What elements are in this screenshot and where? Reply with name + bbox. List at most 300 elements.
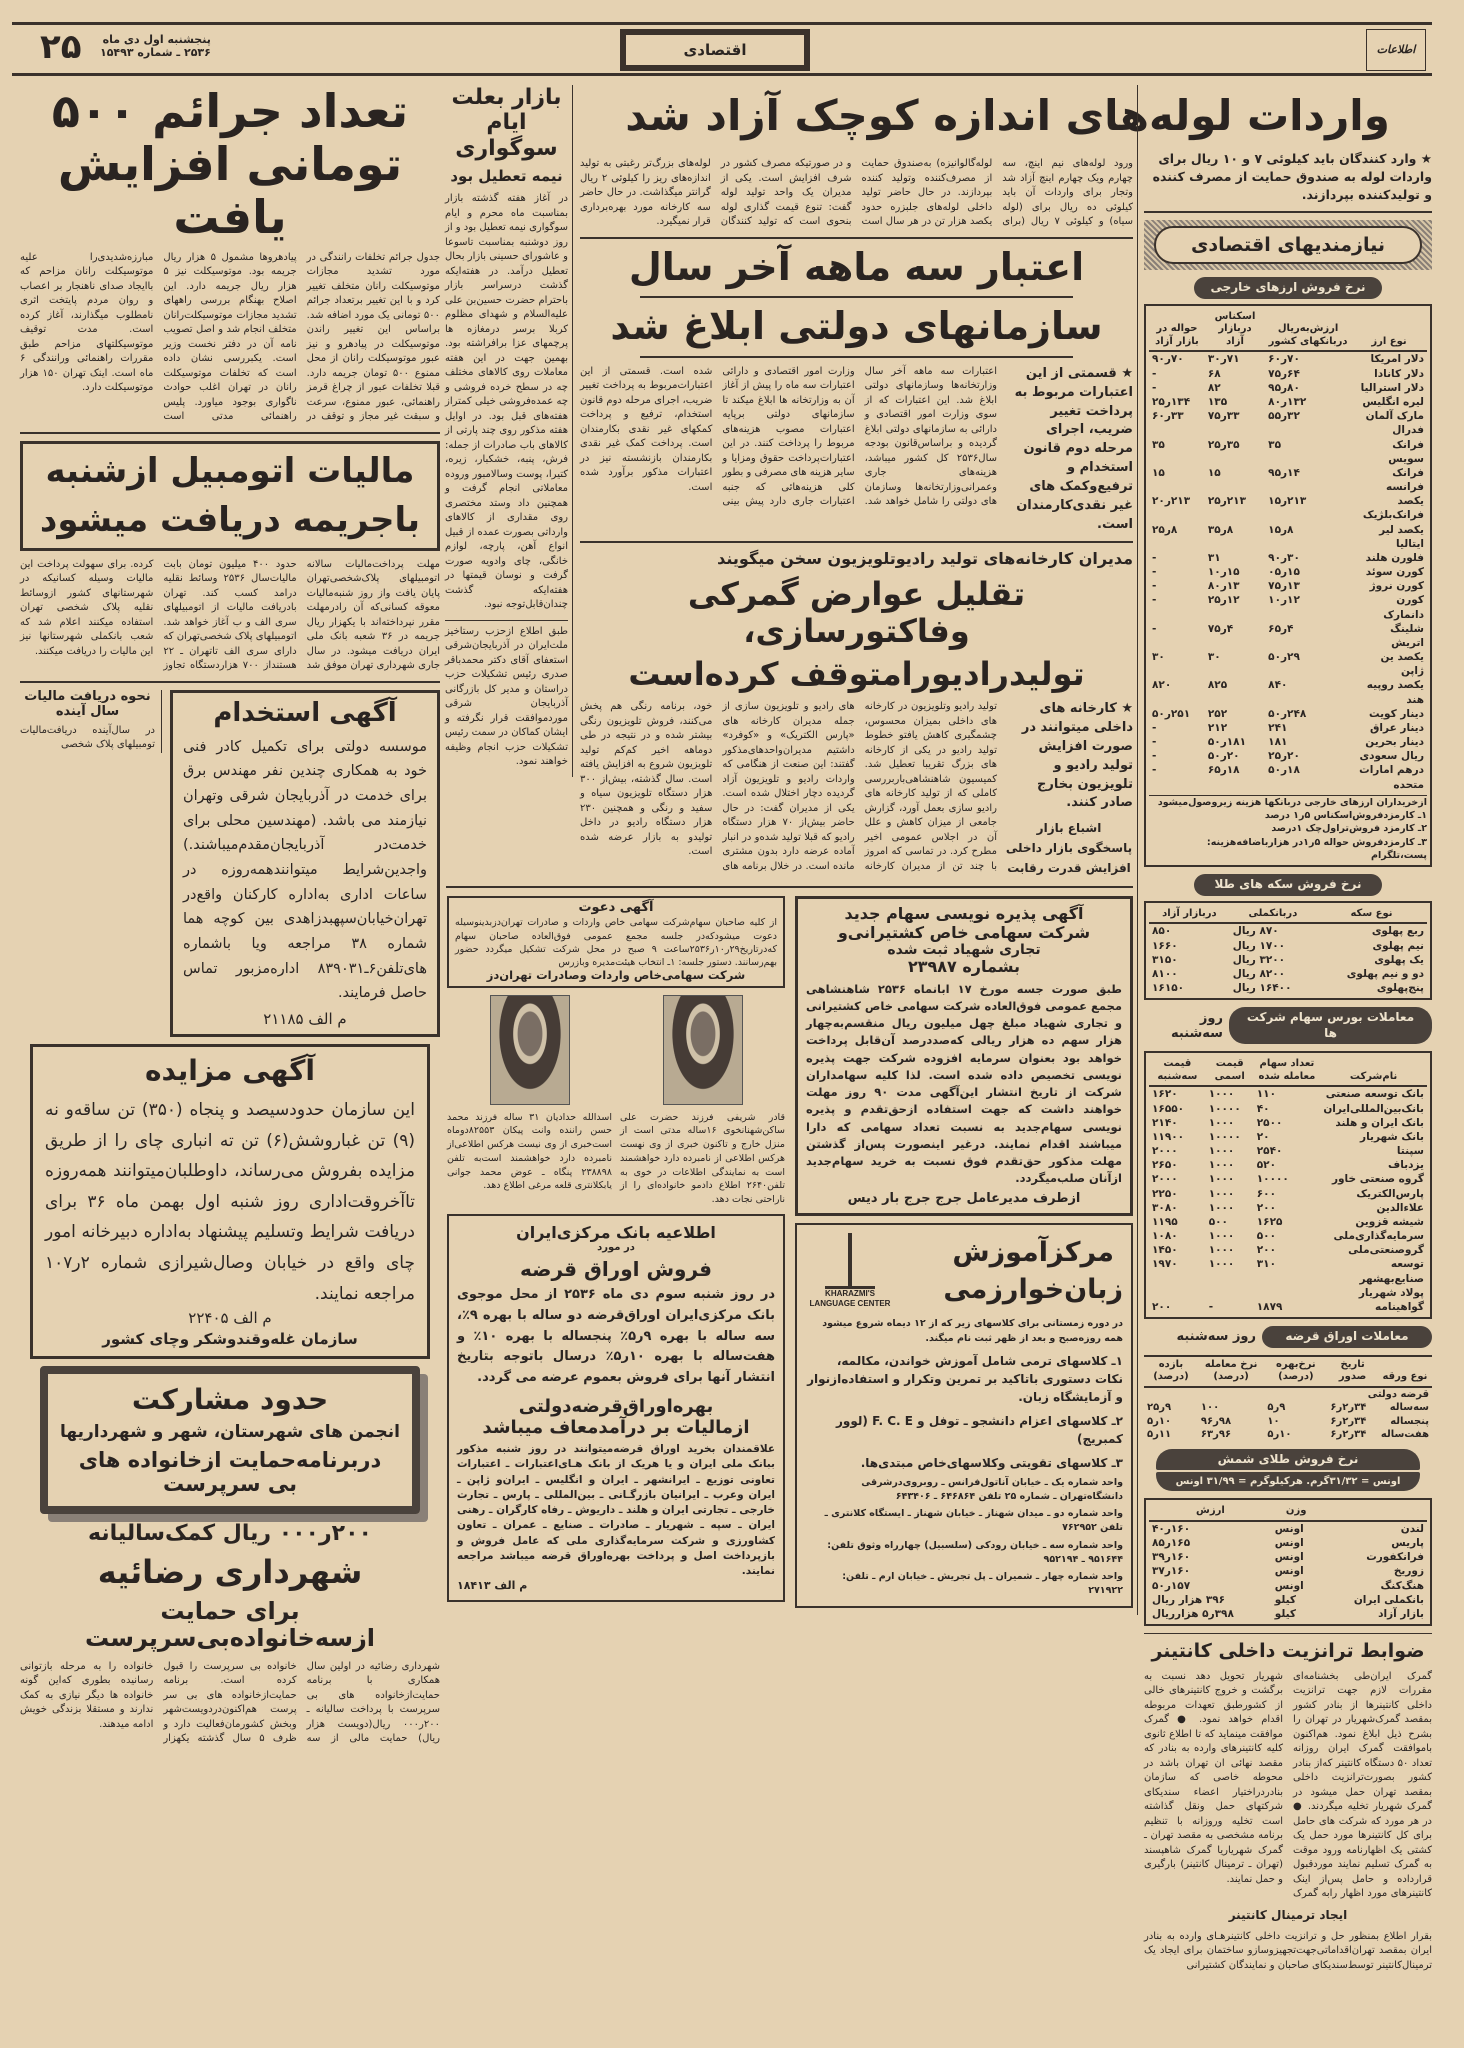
cell-value: ۲۴۸ر۵۰ — [1268, 707, 1307, 720]
kharazmi-logo — [805, 1233, 895, 1310]
needs-title-text: نیازمندیهای اقتصادی — [1154, 226, 1422, 264]
table-row — [1149, 1130, 1427, 1144]
cell-value: - — [1152, 622, 1157, 635]
row-label: علاءالدین — [1376, 1201, 1424, 1214]
crimes-headline: تعداد جرائم ۵۰۰ تومانی افزایش یافت — [51, 84, 409, 244]
table-row — [1149, 1593, 1427, 1607]
cell-value: ۲۰۰ — [1256, 1244, 1276, 1257]
cell-value: ۳۹۸ر۵ هزارریال — [1152, 1607, 1234, 1620]
bonds-day: روز سه‌شنبه — [1176, 1329, 1256, 1345]
language-branch-address: واحد شماره دو ـ میدان شهناز ـ خیابان شهناز ـ ایستگاه کلانتری ـ تلفن ۷۶۲۹۵۲ — [824, 1508, 1123, 1534]
auction-code: م الف ۲۲۴۰۵ — [188, 1309, 272, 1328]
cell-value: ۲۶۵۰ — [1152, 1159, 1178, 1172]
row-label: دلار کانادا — [1374, 367, 1424, 380]
bullion-table-box — [1144, 1498, 1432, 1626]
cell-value: ۱۳ر۷۵ — [1268, 580, 1300, 593]
credit-lead: ★ قسمتی از این اعتبارات مربوط به پرداخت تغییر ضریب، اجرای مرحله دوم قانون استخدام و ترفیع‌وکمک های غیر نقدی‌کارمندان است. — [1014, 365, 1133, 532]
cell-value: ۳۰ر۹۰ — [1268, 551, 1300, 564]
cell-value: ۱۵۷ر۵۰ — [1152, 1579, 1191, 1592]
cell-value: ۲۵۴۰ — [1256, 1145, 1283, 1158]
cell-value: ۱۲ر۲۵ — [1207, 594, 1240, 607]
cell-value: ۱۰۰۰ — [1208, 1145, 1235, 1158]
cell-value: ۱۰۰۰ — [1208, 1201, 1235, 1214]
credit-body: اعتبارات سه ماهه آخر سال وزارتخانه‌ها وسازمانهای دولتی ابلاغ شد. این اعتبارات که از سوی وزارت امور اقتصادی و دارائی به سازمانهای دولتی ابلاغ گردیده و براساس‌قانون بودجه سال۲۵۳۶ کل کشور میباشد، هزینه‌های جاری وعمرانی‌وزارتخانه‌ها وسازمان های دولتی را شامل خواهد شد. وزارت امور اقتصادی و دارائی اعتبارات سه ماه را پیش از آغاز آن به وزارتخانه ها ابلاغ میکند تا سازمانهای دولتی برپایه اعتبارات مصوب هزینه‌های مربوط را پرداخت کنند. در این اعتبارات‌پرداخت حقوق ومزایا و سایر هزینه های مصرفی و بطور کلی هزینه‌هائی که جنبه اعتبارات جاری دارد پیش بینی شده است. قسمتی از این اعتبارات‌مربوط به پرداخت تغییر ضریب، اجرای مرحله دوم قانون استخدام، ترفیع و پرداخت کمکهای غیر نقدی بکارمندان است. پرداخت کمک غیر نقدی بکارمندان بازنشسته نیز در اعتبارات مذکور برآورد شده است. — [580, 365, 997, 508]
row-label: ریال سعودی — [1359, 750, 1424, 763]
table-row — [1149, 579, 1427, 593]
cell-value: ۱۶۴۰۰ ریال — [1232, 982, 1292, 995]
bullion-heading — [1156, 1449, 1420, 1492]
participation-banner — [40, 1366, 420, 1514]
language-title-1: مرکزآموزش — [952, 1236, 1115, 1268]
cartax-subhead: نحوه دریافت مالیات سال آینده — [24, 688, 151, 719]
cell-value: ۱۰۰۰ — [1208, 1088, 1235, 1101]
row-label: دینار عراق — [1370, 721, 1424, 734]
cell-value: ۱۰۰۰ — [1208, 1258, 1235, 1271]
cell-value: ۱۶۶۰ — [1152, 939, 1178, 952]
cell-value: ۳۰۸۰ — [1152, 1201, 1178, 1214]
cell-value: ۱۰۸۰ — [1152, 1230, 1178, 1243]
row-label: پارس‌الکتریک — [1356, 1187, 1424, 1200]
cell-value: ۱۰۰۰ — [1208, 1116, 1235, 1129]
customs-subhead: ایجاد ترمینال کانتینر — [1228, 1907, 1348, 1922]
cell-value: ۳۰ — [1152, 651, 1165, 664]
auction-ad — [30, 1044, 430, 1360]
cell-value: ۳۴ر۲ر۶ — [1330, 1429, 1367, 1441]
cell-value: ۸ر۳۵ — [1207, 523, 1234, 536]
language-class-item: ۱ـ کلاسهای ترمی شامل آموزش خواندن، مکالمه، نکات دستوری باتاکید بر تمرین وتکرار و استفاده‌ازنوار و آزمایشگاه زبان. — [807, 1353, 1123, 1404]
bonds-table — [1144, 1357, 1432, 1442]
table-header-row — [1149, 309, 1427, 352]
cell-value: ۲۵۰۰ — [1256, 1116, 1283, 1129]
cartax-headline-2: باجریمه دریافت میشود — [39, 499, 421, 540]
cell-value: ۹ر۵ — [1267, 1402, 1286, 1414]
table-row — [1149, 763, 1427, 791]
cell-value: - — [1152, 367, 1157, 380]
row-label: هنگ‌کنگ — [1380, 1579, 1424, 1592]
currency-title: نرخ فروش ارزهای خارجی — [1194, 277, 1382, 299]
currency-note: ۱ـ کارمزدفروش‌اسکناس ۵ر۱ درصد — [1264, 810, 1427, 822]
bank-title: اطلاعیه بانک مرکزی‌ایران — [516, 1223, 716, 1243]
stocks-table-box — [1144, 1051, 1432, 1319]
cell-value: ۴ر۶۵ — [1268, 622, 1294, 635]
cell-value: ۱۳ر۸۰ — [1207, 580, 1240, 593]
auction-title: آگهی مزایده — [144, 1053, 315, 1087]
language-class-item: ۲ـ کلاسهای اعزام دانشجو ـ توفل و F. C. E (لوور کمبریج) — [836, 1413, 1123, 1446]
language-branch-address: واحد شماره یک ـ خیابان آناتول‌فرانس ـ روبروی‌درشرقی دانشگاه‌تهران ـ شماره ۲۵ تلفن ۶۴۶۸۶۴ ـ ۶۴۳۴۰۶ — [861, 1476, 1123, 1502]
rezaieh-headline-3: برای حمایت ازسه‌خانواده‌بی‌سرپرست — [84, 1596, 376, 1653]
cell-value: - — [1152, 736, 1157, 749]
row-label: یک پهلوی — [1374, 953, 1424, 966]
cell-value: ۱۳۵ — [1207, 395, 1228, 408]
radio-kicker: مدیران کارخانه‌های تولید رادیوتلویزیون سخن میگویند — [717, 549, 1133, 569]
cell-value: ۳۵ — [1268, 438, 1281, 451]
rezaieh-headline-1: ۲۰۰ر۰۰۰ ریال کمک‌سالیانه — [88, 1521, 372, 1547]
table-row — [1149, 1521, 1427, 1536]
pipes-lead: ★ وارد کنندگان باید کیلوئی ۷ و ۱۰ ریال برای واردات لوله به صندوق حمایت از مصرف کننده و تولیدکننده بپردازند. — [1152, 151, 1432, 203]
column-header: نوع سکه — [1316, 906, 1427, 924]
cell-value: ۶۰۰ — [1256, 1187, 1276, 1200]
participation-line-4: بی سرپرست — [163, 1472, 297, 1497]
column-header: بازده (درصد) — [1144, 1357, 1198, 1387]
cell-value: - — [1152, 381, 1157, 394]
cell-value: ۶۸ — [1207, 367, 1221, 380]
cell-value: ۲۵۲ — [1207, 707, 1228, 720]
cell-value: ۲۲۵۰ — [1152, 1187, 1178, 1200]
row-label: توسعه صنایع‌بهشهر — [1359, 1258, 1424, 1285]
portrait-photo — [490, 995, 570, 1105]
table-row — [1149, 707, 1427, 721]
row-label: گواهینامه — [1375, 1301, 1424, 1313]
row-label: شیشه قزوین — [1355, 1215, 1424, 1228]
group-label: قرضه دولتی — [1367, 1388, 1429, 1400]
credit-headline-2: سازمانهای دولتی ابلاغ شد — [610, 304, 1103, 349]
cell-value: ۱۴ر۹۵ — [1268, 466, 1300, 479]
table-header-row — [1149, 1056, 1427, 1086]
middle-area — [446, 85, 1138, 1615]
table-row — [1144, 1428, 1432, 1442]
cell-value: - — [1152, 551, 1157, 564]
row-label: پاریس — [1391, 1537, 1424, 1550]
bonds-heading — [1144, 1326, 1432, 1348]
table-header-row — [1149, 906, 1427, 924]
cell-value: - — [1152, 594, 1157, 607]
coins-table — [1149, 906, 1427, 995]
column-header: دربازار آزاد — [1149, 906, 1230, 924]
cell-value: ۸ر۱۵ — [1268, 523, 1294, 536]
cell-value: ۱۶۰ر۳۹ — [1152, 1551, 1191, 1564]
missing-person-2 — [447, 995, 612, 1194]
cell-value: ۲۱۳ر۲۰ — [1152, 495, 1191, 508]
row-label: دلار امریکا — [1370, 353, 1424, 366]
table-row — [1149, 565, 1427, 579]
row-label: دو و نیم پهلوی — [1346, 967, 1424, 980]
customs-subbody: بقرار اطلاع بمنظور حل و ترانزیت داخلی کانتینرهـای وارده به بنادر ایران بمقصد تهران‌اقداماتی‌جهت‌تجهیزوسازو ساختمان برای ایجاد یک ترمینال‌کانتینر توسط‌سندیکای صاحبان و نمایندگان کشتیرانی — [1144, 1930, 1432, 1971]
row-label: بانک شهریار — [1360, 1130, 1424, 1143]
cell-value: ۵۰۰ — [1256, 1230, 1276, 1243]
cell-value: ۱۸۷۹ — [1256, 1301, 1283, 1313]
cell-value: ۱۷۰۰ ریال — [1232, 939, 1286, 952]
cell-value: ۴ر۷۵ — [1207, 622, 1234, 635]
cell-value: ۱۱۰ — [1256, 1088, 1276, 1101]
column-header: نرخ معامله (درصد) — [1198, 1357, 1264, 1387]
table-row — [1149, 1215, 1427, 1229]
cell-value: - — [1152, 750, 1157, 763]
cell-value: ۱۴۵۰ — [1152, 1244, 1178, 1257]
cell-value: ۳۹۶ هزار ریال — [1152, 1593, 1226, 1606]
row-label: فرانکفورت — [1366, 1551, 1424, 1564]
row-label: یکصد روپیه هند — [1366, 679, 1424, 706]
cell-value: ۴۰ — [1256, 1102, 1270, 1115]
currency-table-box — [1144, 304, 1432, 867]
cell-value: - — [1208, 1301, 1214, 1313]
cell-value: ۲۰۰ — [1256, 1201, 1276, 1214]
row-label: بانک‌بین‌المللی‌ایران — [1323, 1102, 1424, 1115]
cell-value: ۱۳۴ر۲۵ — [1152, 395, 1191, 408]
radio-subhead-domestic: پاسخگوی بازار داخلی — [1005, 841, 1133, 856]
cell-value: ۱۰ — [1267, 1415, 1280, 1427]
table-group-row — [1144, 1387, 1432, 1402]
row-label: بازار آزاد — [1378, 1607, 1424, 1620]
table-row — [1149, 1243, 1427, 1257]
cell-value: ۱۰۰۰۰ — [1208, 1102, 1241, 1115]
currency-note: ۳ـ کارمزدفروش حواله ۵ر۱در هزارباضافه‌هزینه: پست،تلگرام — [1206, 836, 1427, 861]
right-column — [1144, 150, 1432, 1980]
table-row — [1149, 466, 1427, 494]
cell-value: ۳۰ — [1207, 651, 1221, 664]
cell-value: ۱۸۱ر۵۰ — [1207, 736, 1246, 749]
coins-title: نرخ فروش سکه های طلا — [1194, 874, 1382, 896]
cell-value: ۱۵ر۱۰ — [1207, 566, 1240, 579]
table-row — [1149, 1102, 1427, 1116]
cell-value: ۷۱ر۳۰ — [1207, 353, 1240, 366]
row-label: پولاد شهریار — [1358, 1286, 1424, 1299]
crimes-body: جدول جرائم تخلفات رانندگی در مورد تشدید مجازات موتوسیکلت رانان متخلف تغییر کرد و با این تغییر برتعداد جرائم ۵۰۰ تومانی یک مورد اضافه شد. براساس این تغییر راندن موتوسیکلت در پیادهرو و نیز عبور موتوسیکلت رانان از محل ممنوع ۵۰۰ تومان جریمه دارد. قبلا تخلفات عبور از چراغ قرمز راهنمائی، عبور ممنوع، سرعت و سبقت غیر مجاز و توقف در پیادهروها مشمول ۵ هزار ریال جریمه بود. موتوسیکلت نیز ۵ هزار ریال جریمه دارد. این اصلاح بهنگام بررسی راههای تشدید مجازات موتوسیکلت‌رانان متخلف انجام شد و اصل تصویب نامه آن در دفتر نخست وزیر است. یکبررسی نشان داده است که تخلفات موتوسیکلت رانان در تهران اغلب حوادث ناگواری بوجود میاورد. پلیس راهنمائی مدتی است مبارزه‌شدیدی‌را علیه موتوسیکلت رانان مزاحم که باایجاد صدای ناهنجار بر اعصاب و روان مردم پایتخت اثری نامطلوب میگذارند، آغاز کرده است. مدت توقیف موتوسیکلتهای مزاحم طبق مقررات راهنمائی ورانندگی ۶ ماه است. اینک تهران ۱۵۰ هزار موتوسیکلت دارد. — [20, 251, 440, 423]
table-row — [1149, 551, 1427, 565]
bank-body-2: علاقمندان بخرید اوراق قرضه‌میتوانند در روز شنبه مذکور ببانک ملی ایران و یا هریک از بانک هـای‌اعتبارات ـ اعتبارات تعاونی توزیع ـ ایرانشهر ـ ایران و انگلیس ـ ایران‌و ژاپن ـ ایران وعرب ـ ایرانیان بازرگـانی ـ بین‌المللی ـ پارس ـ تجارت خارجی ـ تجارتی ایران و هلند ـ داریوش ـ رفاه کارگران ـ رهنی ایران ـ سپه ـ شهریار ـ صادرات ـ صنایع ـ عمران ـ تعاون کشاورزی و شرکت سرمایه‌گذاری ملی که عامل فروش و بازپرداخت اصل و پرداخت بهره‌اوراق قرضه میباشد مراجعه نمایند. — [457, 1443, 775, 1578]
cell-value: اونس — [1274, 1565, 1304, 1578]
row-label: پنجساله — [1390, 1415, 1429, 1427]
language-title-2: زبان‌خوارزمی — [943, 1273, 1123, 1305]
cell-value: ۱۵ر۰۵ — [1268, 566, 1300, 579]
cell-value: ۸۲ — [1207, 381, 1221, 394]
table-row — [1149, 622, 1427, 650]
cell-value: ۳۵ر۲۵ — [1207, 438, 1240, 451]
row-label: کورن دانمارک — [1383, 594, 1424, 621]
cell-value: ۲۹ر۵۰ — [1268, 651, 1300, 664]
cell-value: ۳۳ر۷۵ — [1207, 410, 1240, 423]
table-row — [1149, 1086, 1427, 1101]
cell-value: اونس — [1274, 1537, 1304, 1550]
cell-value: ۱۸ر۶۵ — [1207, 764, 1240, 777]
cell-value: - — [1152, 566, 1157, 579]
newspaper-logo: اطلاعات — [1366, 29, 1426, 71]
row-label: ربع پهلوی — [1371, 925, 1424, 938]
cell-value: ۱۱۹۵ — [1152, 1215, 1178, 1228]
cell-value: ۳۱۵۰ — [1152, 953, 1178, 966]
table-header-row — [1149, 1503, 1427, 1521]
row-label: نیم پهلوی — [1372, 939, 1424, 952]
column-header: دربانکملی — [1230, 906, 1316, 924]
row-label: دینار بحرین — [1365, 736, 1424, 749]
row-label: فرانک سویس — [1388, 438, 1424, 465]
row-label: درهم امارات متحده — [1359, 764, 1424, 791]
shares-body: طبق صورت جسه مورخ ۱۷ ابانماه ۲۵۳۶ شاهنشاهی مجمع عمومی فوق‌العاده شرکت سهامی خاص کشتیرانی و تجاری شهیاد مبلغ چهل میلیون ریال منقسم‌به‌چهار هزار سهم ده هزار ریالی که‌صددرصد آن‌قابل پرداخت خواهد بود بعنوان سرمایه افزوده شرکت جهت پذیره نویسی تخصیص داده شده است. لذا کلیه سهامداران شرکت از تاریخ انتشار این‌آگهی مدت ۹۰ روز مهلت خواهند داشت که جهت استفاده ازحق‌تقدم و پذیره نویسی سهام‌جدید به نسبت تعداد سهامی که دارا میباشند اقدام نمایند. درغیر اینصورت پس‌از گذشتن مهلت مذکور حق‌تقدم فوق نسبت به خرید سهام‌جدید ازآنان صلب‌میگردد. — [806, 981, 1122, 1186]
cell-value: ۳۴ر۲ر۶ — [1330, 1402, 1367, 1414]
cell-value: ۸۷۰ ریال — [1232, 925, 1279, 938]
cell-value: ۱۱۹۰۰ — [1152, 1130, 1185, 1143]
cell-value — [1254, 1286, 1320, 1300]
table-row — [1149, 721, 1427, 735]
table-row — [1149, 939, 1427, 953]
economic-needs-title — [1144, 220, 1432, 270]
rezaieh-body: شهرداری رضائیه در اولین سال همکاری با برنامه حمایت‌ازخانواده های بی سرپرست با پرداخت سالیانه ـ ۲۰۰ر۰۰۰ ریال(دویست هزار ریال) حمایت مالی از سه خانواده بی سرپرست را قبول کرده است. برنامه حمایت‌ازخانواده های بی سر پرست هم‌اکنون‌دردویست‌شهر وبخش کشورمان‌فعالیت دارد و ظرف ۵ سال گذشته یکهزار خانواده را به مرحله بازتوانی رسانیده بطوری که‌این گونه خانواده ها دیگر نیازی به کمک ندارند و مستقلا بزندگی خویش ادامه میدهند. — [20, 1660, 440, 1745]
cell-value: ۱۰۰۰ — [1208, 1244, 1235, 1257]
row-label: یکصد ین ژاپن — [1380, 651, 1424, 678]
row-label: یزدباف — [1388, 1159, 1424, 1172]
cell-value: اونس — [1274, 1551, 1304, 1564]
row-label: سپنتا — [1396, 1145, 1424, 1158]
bullion-title: نرخ فروش طلای شمش — [1156, 1449, 1420, 1471]
bazaar-body: در آغاز هفته گذشته بازار بمناسبت ماه محرم و ایام سوگواری نیمه تعطیل بود و از روز دوشنبه بمناسبت تاسوعا و عاشورای حسینی بازار بحال تعطیل درآمد. در هفته‌ایکه گذشت درسراسر بازار باحترام حضرت حسین‌بن علی علیه‌السلام و شهدای مظلوم کربلا برسر درمغازه ها پرچمهای عزا برافراشته بود. بهمین جهت در این هفته معاملات روی کالاهای مختلف چه در سطح خرده فروشی و چه عمده‌فروشی خیلی کمتراز هفته‌های قبل بود. در اوایل هفته مذکور روی چند پارتی از کالاهای باب صادرات از جمله: فرش، پنبه، خشکبار، زیره، کتیرا، پوست وسالامبور وروده معاملاتی انجام گرفت و همچنین داد وستد مختصری روی مقداری از کالاهای وارداتی بصورت عمده از قبیل انواع آهن، پارچه، لوازم خانگی، چای وادویه صورت گرفت و نوسان قیمتها در هفته‌ایکه گذشت چندان‌قابل‌توجه نبود. — [445, 193, 568, 611]
cell-value: ۱۰۰ — [1200, 1402, 1220, 1414]
column-header — [1321, 1503, 1427, 1521]
row-label: پنج‌پهلوی — [1376, 982, 1424, 995]
row-label: فلورن هلند — [1365, 551, 1424, 564]
table-row — [1149, 1229, 1427, 1243]
cell-value: ۱۰ر۵ — [1267, 1429, 1292, 1441]
cell-value: ۱۸۱ — [1268, 736, 1288, 749]
cartax-headline-box — [20, 441, 440, 551]
table-row — [1149, 923, 1427, 938]
column-header: تاریخ صدور — [1327, 1357, 1378, 1387]
cell-value: ۸۰ر۹۵ — [1268, 381, 1300, 394]
radio-lead: ★ کارخانه های داخلی میتوانند در صورت افزایش تولید رادیو و تلویزیون بخارج صادر کنند. — [1021, 701, 1133, 811]
employment-code: م الف ۲۱۱۸۵ — [263, 1009, 347, 1028]
row-label: یکصد لیر ایتالیا — [1379, 523, 1424, 550]
cell-value: ۱۵ — [1207, 466, 1221, 479]
currency-note: ۲ـ کارمزد فروش‌تراول‌چک ۱درصد — [1271, 823, 1427, 835]
cell-value: ۲۰۰ — [1152, 1301, 1172, 1313]
language-branch-address: واحد شماره چهار ـ شمیران ـ پل تجریش ـ خیابان ارم ـ تلفن: ۲۷۱۹۲۲ — [842, 1571, 1123, 1597]
row-label: بانکملی ایران — [1353, 1593, 1424, 1606]
column-header: نرخ‌بهره (درصد) — [1264, 1357, 1327, 1387]
column-header: ارزش — [1149, 1503, 1272, 1521]
cell-value: ۲۱۴۰ — [1152, 1116, 1178, 1129]
row-label: یکصد فرانک‌بلژیک — [1362, 495, 1424, 522]
cell-value: ۱۰۰۰ — [1208, 1187, 1235, 1200]
row-label: گروصنعتی‌ملی — [1348, 1244, 1424, 1257]
table-row — [1149, 749, 1427, 763]
row-label: زوریخ — [1393, 1565, 1424, 1578]
cell-value: ۱۵ — [1152, 466, 1165, 479]
table-row — [1149, 367, 1427, 381]
cell-value: ۱۰۰۰۰ — [1256, 1173, 1289, 1186]
cell-value: ۱۰۰۰ — [1208, 1230, 1235, 1243]
table-row — [1144, 1401, 1432, 1415]
table-row — [1149, 351, 1427, 366]
row-label: مارک آلمان فدرال — [1365, 410, 1424, 437]
table-row — [1149, 967, 1427, 981]
row-label: شلینگ اتریش — [1390, 622, 1424, 649]
cell-value: ۷۰ر۹۰ — [1152, 353, 1184, 366]
cell-value: ۸۲۰ — [1152, 679, 1172, 692]
column-header: نوع ارز — [1351, 309, 1427, 352]
cell-value: ۲۴۱ — [1268, 721, 1288, 734]
cell-value: ۱۰ر۵ — [1147, 1415, 1172, 1427]
row-label: گروه صنعتی خاور — [1331, 1173, 1424, 1186]
shares-signature: ازطرف مدیرعامل جرج جرج بار دیس — [847, 1190, 1081, 1206]
table-row — [1149, 494, 1427, 522]
cell-value: ۲۰ر۵۰ — [1207, 750, 1240, 763]
table-row — [1149, 409, 1427, 437]
employment-title: آگهی استخدام — [213, 697, 397, 728]
pipes-body: ورود لوله‌های نیم اینچ، سه چهارم ویک چهارم اینچ آزاد شد وتجار برای واردات آن باید کیلوئی ده ریال برای (لوله سیاه) و کیلوئی ۷ ریال (برای لوله‌گالوانیزه) به‌صندوق حمایت از مصرف‌کننده وتولید کننده بپردازند. در حال حاضر تولید داخلی لوله‌های جلبزره حدود یکصد هزار تن در هر سال است و در صورتیکه مصرف کشور در شرف افزایش است. یکی از مدیران یک واحد تولید لوله گفت: تنوع قیمت گذاری لوله بنحوی است که تولید کنندگان لوله‌های بزرگ‌تر رغبتی به تولید اندازه‌های ریز را کیلوئی ۲ ریال گرانتر میگذاشت. در حال حاضر سه کارخانه مورد بهره‌برداری قرار نمیگیرد. — [580, 158, 1134, 227]
cell-value — [1149, 1286, 1206, 1300]
invitation-signature: شرکت سهامی‌خاص واردات وصادرات تهران‌دز — [486, 968, 746, 983]
table-row — [1149, 1607, 1427, 1621]
row-label: سه‌ساله — [1389, 1402, 1429, 1414]
cell-value: ۹۸ر۹۶ — [1200, 1415, 1232, 1427]
missing-person-1 — [620, 995, 785, 1207]
cell-value: ۱۱ر۵ — [1147, 1429, 1172, 1441]
row-label: بانک ایران و هلند — [1335, 1116, 1424, 1129]
cell-value: ۳۲ر۵۵ — [1268, 410, 1300, 423]
bazaar-headline: بازار بعلت ایام سوگواری — [451, 85, 562, 161]
cell-value: ۹۶ر۶۳ — [1200, 1429, 1232, 1441]
language-center-ad — [795, 1223, 1133, 1608]
radio-subhead-market: اشباع بازار — [1036, 821, 1102, 836]
cell-value: ۱۰۰۰ — [1208, 1159, 1235, 1172]
table-row — [1144, 1415, 1432, 1429]
cell-value: ۲۵۱ر۵۰ — [1152, 707, 1191, 720]
row-label: فرانک فرانسه — [1385, 466, 1424, 494]
cell-value: ۱۳۲ر۸۰ — [1268, 395, 1307, 408]
table-row — [1149, 1116, 1427, 1130]
page-number: ۲۵ — [40, 27, 82, 67]
bank-headline-2: بهره‌اوراق‌قرضه‌دولتی — [518, 1395, 714, 1417]
language-intro: در دوره زمستانی برای کلاسهای زیر که از ۱۲ دیماه شروع میشود همه روزه‌صبح و بعد از ظهر ثبت نام میگند. — [822, 1318, 1123, 1344]
shares-title-2: شرکت سهامی خاص کشتیرانی‌و — [837, 922, 1091, 942]
cartax-body: مهلت پرداخت‌مالیات سالانه اتومبیلهای پلاک‌شخصی‌تهران پایان یافت واز روز شنبه‌مالیات معوقه کسانی‌که آن رادرمهلت مقرر نپرداخته‌اند با یکهزار ریال جریمه در ۳۶ شعبه بانک ملی ایران دریافت میشود. در سال جاری شهرداری تهران موفق شد حدود ۴۰۰ میلیون تومان بابت مالیات‌سال ۲۵۳۶ وسائط نقلیه درامد کسب کند. تهران بادریافت مالیات از اتومبیلهای سری الف و ب آغاز خواهد شد. اتومبیلهای پلاک شخصی‌تهران که دارای سری الف تاتهران ـ ۲۲ هستنداز ۷۰۰ هزاردستگاه تجاوز کرده. برای سهولت پرداخت این مالیات وسیله کسانیکه در شهرستانهای کشور ازوسائط نقلیه پلاک شخصی تهران استفاده میکنند اعلام شد که شعب بانکملی شهرستانها نیز این مالیات را دریافت میکنند. — [20, 558, 440, 672]
cell-value: ۶۴ر۷۵ — [1268, 367, 1300, 380]
cell-value: ۱۶۲۰ — [1152, 1088, 1178, 1101]
language-branch-address: واحد شماره سه ـ خیابان رودکی (سلسبیل) چهارراه وثوق تلفن: ۹۵۱۶۴۴ ـ ۹۵۲۱۹۴ — [827, 1539, 1123, 1565]
bullion-table — [1149, 1503, 1427, 1621]
customs-body: گمرک ایران‌طی بخشنامه‌ای مقررات لازم جهت ترانزیت داخلی کانتینرها از بنادر کشور بمقصد گمرک‌شهریار در تهران را بشرح ذیل ابلاغ نمود. هم‌اکنون باموافقت گمرک ایران روزانه تعداد ۵۰ دستگاه کانتینر که‌از بنادر کشور بصورت‌ترانزیت داخلی بمقصد تهران حمل میشود در گمرک شهریار تخلیه میگردند. ● در هر مورد که شرکت های حامل برای کل کانتینرها مورد حمل یک کشتی یک اظهارنامه ورود موقت به گمرک تسلیم نمایند موردقبول قرارداده و حامل پس‌از اینک کانتینرهای مورد اظهار رابه گمرک شهریار تحویل دهد نسبت به برگشت و خروج کانتینرهای خالی از کشورطبق تعهدات مربوطه اقدام خواهد نمود. ● گمرک موافقت مینماید که تا اطلاع ثانوی کلیه کانتینرهای وارده به بنادر که مقصد نهائی ان تهران باشد در محوطه خاصی که سازمان بنادردراختیار اعضاء سندیکای شرکتهای حمل ونقل گذاشته است تخلیه وروزانه با تنظیم برنامه مشخصی به مقصد تهران ـ گمرک شهریاریا گمرک شاهپسند (تهران ـ ترمینال کانتینر) بارگیری و حمل نمایند. — [1144, 1670, 1432, 1900]
table-header-row — [1144, 1357, 1432, 1387]
cell-value: ۱۶۰ر۳۷ — [1152, 1565, 1191, 1578]
table-row — [1149, 1579, 1427, 1593]
cartax-headline-1: مالیات اتومبیل ازشنبه — [45, 450, 415, 491]
bazaar-subhead: نیمه تعطیل بود — [450, 166, 563, 185]
table-row — [1149, 1187, 1427, 1201]
shares-title-3: تجاری شهیاد ثبت شده — [887, 942, 1041, 959]
column-header: قیمت سه‌شنبه — [1149, 1056, 1206, 1086]
cell-value: ۷۰ر۶۰ — [1268, 353, 1300, 366]
table-row — [1149, 523, 1427, 551]
cell-value: ۱۰۰۰۰ — [1208, 1130, 1241, 1143]
participation-line-2: انجمن های شهرستان، شهر و شهرداریها — [60, 1421, 400, 1442]
cell-value: ۱۶۵۵۰ — [1152, 1102, 1185, 1115]
table-row — [1149, 981, 1427, 995]
cell-value: ۱۶۰ر۴۰ — [1152, 1522, 1191, 1535]
column-header: نام‌شرکت — [1320, 1056, 1427, 1086]
cell-value: کیلو — [1274, 1607, 1297, 1620]
masthead — [12, 22, 1432, 76]
radio-headline-2: تولیدرادیورامتوقف کرده‌است — [628, 655, 1085, 694]
row-label: دینار کویت — [1368, 707, 1424, 720]
customs-headline: ضوابط ترانزیت داخلی کانتینر — [1151, 1640, 1425, 1663]
cell-value: ۲۰۰۰ — [1152, 1145, 1178, 1158]
row-label: بانک توسعه صنعتی — [1325, 1088, 1424, 1101]
missing-caption: اسدالله حدادیان ۳۱ ساله فرزند محمد حسن راننده وانت پیکان ۸۲۵۵۳دوماه است‌خبری از وی نیست هرکس اطلاعی‌از نامبرده دارد خواهشمند است‌به تلفن ۲۳۸۸۹۸ پنگاه ـ عوض محمد جوانی یابکلانتری قلعه مرغی اطلاع دهد. — [447, 1111, 612, 1192]
cell-value: ۲۰۰۰ — [1152, 1173, 1178, 1186]
bank-headline: فروش اوراق قرضه — [519, 1256, 713, 1281]
cell-value: ۸۲۵ — [1207, 679, 1228, 692]
party-note: طبق اطلاع ازحزب رستاخیز ملت‌ایران در آذربایجان‌شرقی استعفای آقای دکتر محمدباقر صدری رئیس تشکیلات حزب دراستان و مدیر کل بازرگانی آذربایجان شرقی موردموافقت قرار نگرفته و ایشان کماکان در سمت رئیس تشکیلات حزب انجام وظیفه خواهند نمود. — [445, 620, 568, 770]
date-line: پنجشنبه اول دی ماه — [102, 33, 211, 46]
stocks-table — [1149, 1056, 1427, 1314]
currency-note: ازخریداران ارزهای خارجی دربانکها هزینه زیروصول‌میشود — [1157, 796, 1427, 808]
cell-value: ۲۱۳ر۱۵ — [1268, 495, 1307, 508]
issue-line: ۲۵۳۶ ـ شماره ۱۵۴۹۳ — [100, 46, 211, 59]
radio-subhead: افزایش قدرت رقابت — [1007, 861, 1131, 876]
cell-value: ۳۳ر۶۰ — [1152, 410, 1184, 423]
radio-headline-1: تقلیل عوارض گمرکی وفاکتورسازی، — [687, 574, 1026, 650]
bonds-table-box — [1144, 1355, 1432, 1442]
credit-headline-1: اعتبار سه ماهه آخر سال — [628, 244, 1085, 289]
cell-value: ۸۲۰۰ ریال — [1232, 967, 1286, 980]
